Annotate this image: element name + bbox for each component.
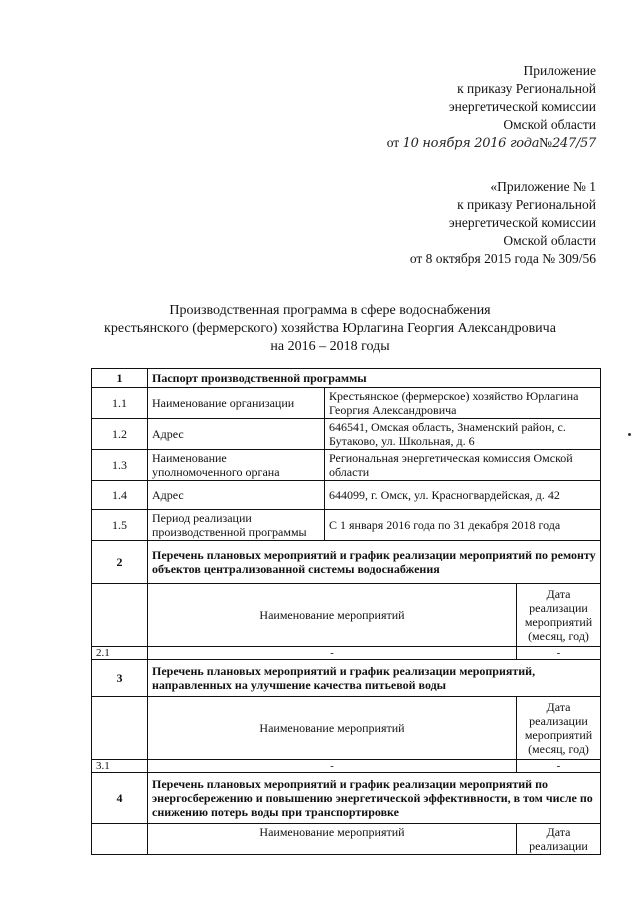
appendix-line: энергетической комиссии [448,99,596,114]
date-prefix: от [386,135,400,150]
handwritten-date: 10 ноября 2016 года [402,136,540,151]
column-header-row [92,584,601,647]
table-row [92,450,601,481]
section-title: Перечень плановых мероприятий и график реализации мероприятий, направленных на улучшение качества питьевой воды [148,660,601,697]
row-date: - [517,647,601,660]
section-number: 4 [92,773,148,824]
appendix-ref-line: Омской области [503,233,596,248]
row-number: 1.4 [92,481,148,510]
appendix-reference [410,178,596,268]
table-row [92,481,601,510]
table-row [92,510,601,541]
row-number: 1.3 [92,450,148,481]
row-number: 2.1 [92,647,148,660]
section-1-row [92,369,601,388]
scan-artifact [628,433,631,436]
appendix-ref-line: энергетической комиссии [448,215,596,230]
row-value: Крестьянское (фермерское) хозяйство Юрлагина Георгия Александровича [325,388,601,419]
appendix-ref-line: от 8 октября 2015 года № 309/56 [409,251,596,266]
appendix-ref-line: к приказу Региональной [457,197,596,212]
appendix-date-line [387,134,596,153]
col-header-date: Дата реализации мероприятий (месяц, год) [517,584,601,647]
document-title [40,302,620,356]
table-row [92,647,601,660]
col-header-event: Наименование мероприятий [148,697,517,760]
row-value: 644099, г. Омск, ул. Красногвардейская, д. 42 [325,481,601,510]
col-header-date: Дата реализации мероприятий (месяц, год) [517,697,601,760]
section-4-row [92,773,601,824]
row-label: Адрес [148,419,325,450]
program-table [91,368,601,855]
column-header-row [92,824,601,855]
row-value: 646541, Омская область, Знаменский район, с. Бутаково, ул. Школьная, д. 6 [325,419,601,450]
title-line: крестьянского (фермерского) хозяйства Юрлагина Георгия Александровича [104,321,556,336]
row-label: Наименование организации [148,388,325,419]
section-3-row [92,660,601,697]
table-row [92,760,601,773]
row-number: 1.2 [92,419,148,450]
section-title: Паспорт производственной программы [148,369,601,388]
appendix-line: Приложение [523,63,596,78]
row-label: Адрес [148,481,325,510]
appendix-ref-line: «Приложение № 1 [490,179,596,194]
title-line: на 2016 – 2018 годы [270,339,390,354]
row-value: С 1 января 2016 года по 31 декабря 2018 года [325,510,601,541]
appendix-line: Омской области [503,117,596,132]
row-label: Период реализации производственной программы [148,510,325,541]
handwritten-number: 247/57 [552,136,596,151]
row-event: - [148,760,517,773]
column-header-row [92,697,601,760]
section-number: 2 [92,541,148,584]
row-value: Региональная энергетическая комиссия Омской области [325,450,601,481]
row-number: 3.1 [92,760,148,773]
section-title: Перечень плановых мероприятий и график реализации мероприятий по ремонту объектов централизованной системы водоснабжения [148,541,601,584]
row-number: 1.5 [92,510,148,541]
col-header-event: Наименование мероприятий [148,584,517,647]
appendix-header [387,62,596,153]
row-event: - [148,647,517,660]
section-number: 3 [92,660,148,697]
section-title: Перечень плановых мероприятий и график реализации мероприятий по энергосбережению и повышению энергетической эффективности, в том числе по снижению потерь воды при транспортировке [148,773,601,824]
row-label: Наименование уполномоченного органа [148,450,325,481]
col-header-date: Дата реализации [517,824,601,855]
section-number: 1 [92,369,148,388]
row-date: - [517,760,601,773]
row-number: 1.1 [92,388,148,419]
table-row [92,419,601,450]
appendix-line: к приказу Региональной [457,81,596,96]
number-prefix: № [539,135,553,150]
section-2-row [92,541,601,584]
title-line: Производственная программа в сфере водоснабжения [169,303,491,318]
col-header-event: Наименование мероприятий [148,824,517,855]
table-row [92,388,601,419]
